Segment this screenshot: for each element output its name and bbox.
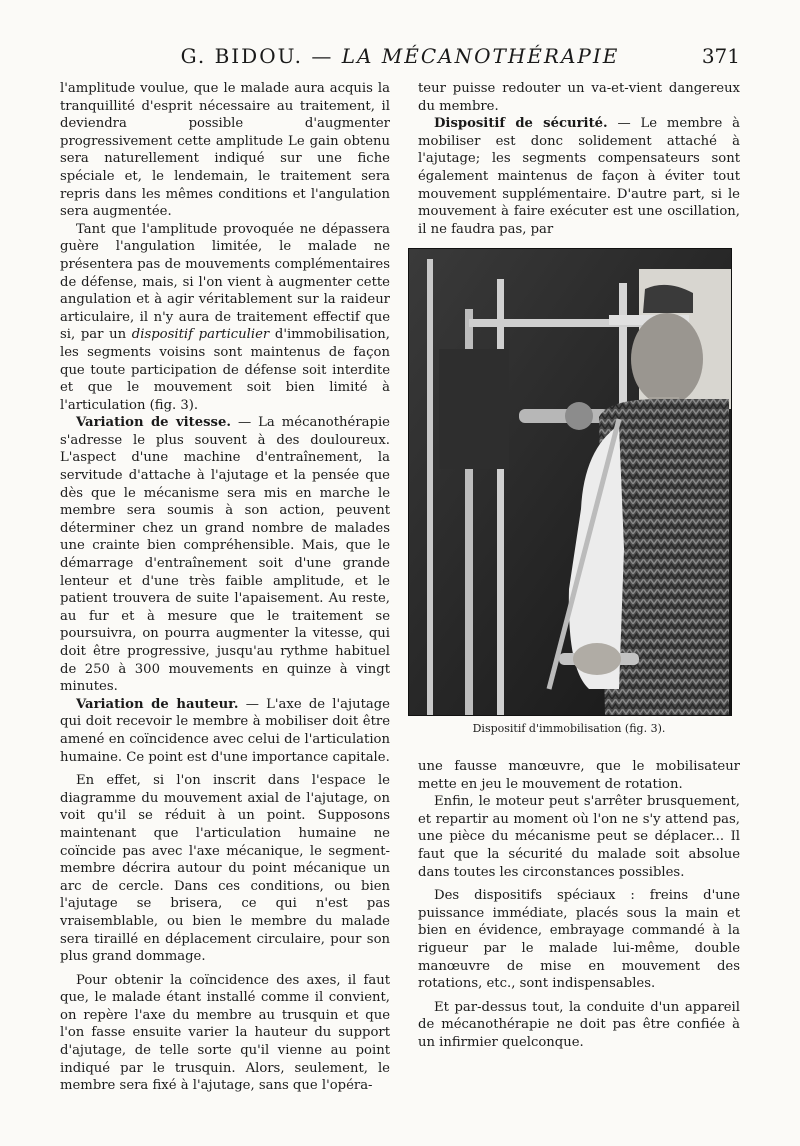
article-title: LA MÉCANOTHÉRAPIE [341,44,620,68]
axle-hub [565,402,593,430]
emphasis: dispositif particulier [131,327,270,343]
machine-housing [439,349,509,469]
paragraph: Et par-dessus tout, la conduite d'un appareil de mécanothérapie ne doit pas être confiée à un infirmier quelconque. [418,999,740,1050]
patient-hand [573,643,621,675]
figure-photo [408,248,732,716]
title-dash: — [311,44,334,68]
right-column-bottom [418,758,740,1058]
paragraph: teur puisse redouter un va-et-vient dangereux du membre. [418,81,740,114]
photo-illustration [409,249,731,715]
paragraph: Des dispositifs spéciaux : freins d'une puissance immédiate, placés sous la main et bien en évidence, embrayage commandé à la rigueur par le malade lui-même, double manœuvre de mise en mouvement des rotations, etc., sont indispensables. [418,888,740,992]
axle-bar [519,409,609,423]
paragraph: En effet, si l'on inscrit dans l'espace le diagramme du mouvement axial de l'ajutage, on voit qu'il se réduit à un point. Supposons maintenant que l'articulation humaine ne coïncide pas avec l'axe mécanique, le segment-membre décrira autour du point mécanique un arc de cercle. Dans ces conditions, ou bien l'ajutage se brisera, ce qui n'est pas vraisemblable, ou bien le membre du malade sera tiraillé en déplacement circulaire, pour son plus grand dommage. [60,773,390,965]
running-title [60,44,740,68]
figure-caption: Dispositif d'immobilisation (fig. 3). [472,722,666,735]
machine-post [497,279,504,715]
paragraph: une fausse manœuvre, que le mobilisateur mette en jeu le mouvement de rotation. [418,759,740,792]
paragraph: l'amplitude voulue, que le malade aura acquis la tranquillité d'esprit nécessaire au traitement, il deviendra possible d'augmenter progressivement cette amplitude Le gain obtenu sera naturellement indiqué sur une fiche spéciale et, le lendemain, le traitement sera repris dans les mêmes conditions et l'angulation sera augmentée. [60,81,390,220]
running-header [60,44,740,76]
section-heading: Dispositif de sécurité. [434,116,608,132]
author-name: G. BIDOU. [180,44,303,68]
paragraph: Tant que l'amplitude provoquée ne dépassera guère l'angulation limitée, le malade ne présentera pas de mouvements complémentaires de défense, mais, si l'on vient à augmenter cette angulation et à agir véritablement sur la raideur articulaire, il n'y aura de traitement effectif que si, par un dispositif particulier d'immobilisation, les segments voisins sont maintenus de façon que toute participation de défense soit interdite et que le mouvement soit bien limité à l'articulation (fig. 3). [60,221,390,413]
section-heading: Variation de hauteur. [76,696,239,712]
head-frame-post [619,283,627,413]
left-column [60,80,390,1094]
page-number: 371 [701,44,740,68]
paragraph: Dispositif de sécurité. — Le membre à mobiliser est donc solidement attaché à l'ajutage; les segments compensateurs sont également maintenus de façon à éviter tout mouvement supplémentaire. D'autre part, si le mouvement à faire exécuter est une oscillation, il ne faudra pas, par [418,116,740,237]
right-column-top [418,80,740,240]
paragraph: Enfin, le moteur peut s'arrêter brusquement, et repartir au moment où l'on ne s'y attend pas, une pièce du mécanisme peut se déplacer... Il faut que la sécurité du malade soit absolue dans toutes les circonstances possibles. [418,794,740,880]
paragraph: Variation de hauteur. — L'axe de l'ajutage qui doit recevoir le membre à mobiliser doit être amené en coïncidence avec celui de l'articulation humaine. Ce point est d'une importance capitale. [60,696,390,765]
patient-head [631,313,703,405]
machine-post [427,259,433,715]
section-heading: Variation de vitesse. [76,415,231,431]
paragraph: Variation de vitesse. — La mécanothérapie s'adresse le plus souvent à des douloureux. L'aspect d'une machine d'entraînement, la servitude d'attache à l'ajutage et la pensée que dès que le mécanisme sera mis en marche le membre sera soumis à son action, peuvent déterminer chez un grand nombre de malades une crainte bien compréhensible. Mais, que le démarrage d'entraînement soit d'une grande lenteur et d'une très faible amplitude, et le patient trouvera de suite l'apaisement. Au reste, au fur et à mesure que le traitement se poursuivra, on pourra augmenter la vitesse, qui doit être progressive, jusqu'au rythme habituel de 250 à 300 mouvements en quinze à vingt minutes. [60,415,390,695]
paragraph: Pour obtenir la coïncidence des axes, il faut que, le malade étant installé comme il convient, on repère l'axe du membre au trusquin et que l'on fasse ensuite varier la hauteur du support d'ajutage, de telle sorte qu'il vienne au point indiqué par le trusquin. Alors, seulement, le membre sera fixé à l'ajutage, sans que l'opéra- [60,972,390,1094]
